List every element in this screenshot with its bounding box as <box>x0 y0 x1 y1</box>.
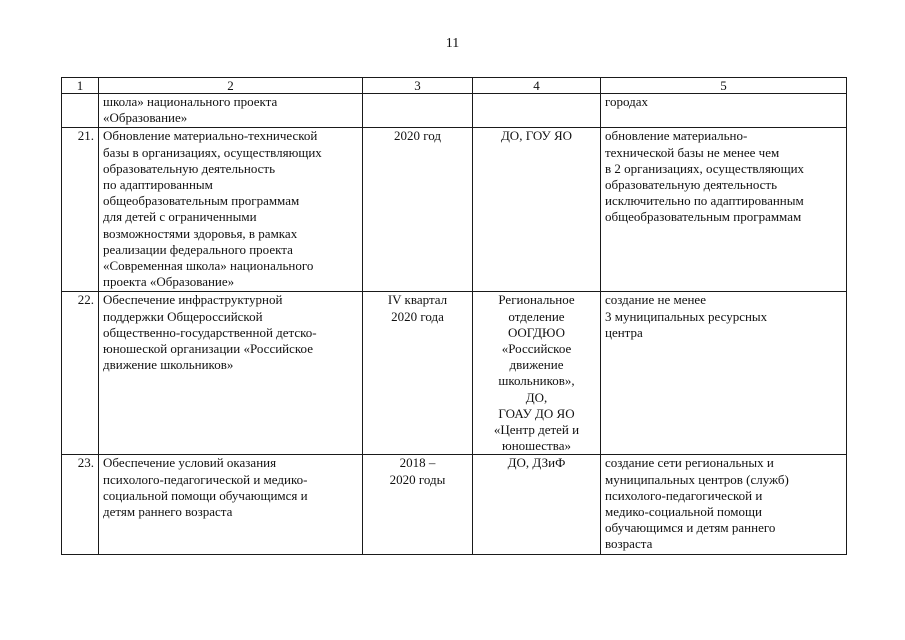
cell-line: 2018 – <box>399 455 436 471</box>
cell-line: образовательную деятельность <box>103 160 276 176</box>
task-cell <box>99 455 363 554</box>
cell-line: «Современная школа» национального <box>103 258 314 274</box>
cell-line: детям раннего возраста <box>103 504 233 520</box>
plan-table <box>61 77 847 555</box>
column-number-header: 4 <box>473 78 601 94</box>
cell-line: 2020 год <box>394 128 441 144</box>
cell-line: ГОАУ ДО ЯО <box>498 405 575 421</box>
row-number-cell: 22. <box>62 292 99 455</box>
cell-line: 2020 года <box>391 308 444 324</box>
cell-line: обучающимся и детям раннего <box>605 520 776 536</box>
result-cell <box>601 128 847 292</box>
row-number-cell <box>62 94 99 128</box>
term-cell <box>363 128 473 292</box>
row-number-cell: 23. <box>62 455 99 554</box>
cell-line: возможностями здоровья, в рамках <box>103 225 298 241</box>
cell-line: Обеспечение условий оказания <box>103 455 277 471</box>
cell-line: движение <box>509 357 564 373</box>
cell-line: 3 муниципальных ресурсных <box>605 308 768 324</box>
term-cell <box>363 94 473 128</box>
cell-line: отделение <box>508 308 565 324</box>
table-row <box>62 292 847 455</box>
row-number-cell: 21. <box>62 128 99 292</box>
column-number-header: 2 <box>99 78 363 94</box>
cell-line: школьников», <box>498 373 575 389</box>
executor-cell <box>473 94 601 128</box>
cell-line: для детей с ограниченными <box>103 209 257 225</box>
cell-line: базы в организациях, осуществляющих <box>103 144 322 160</box>
cell-line: реализации федерального проекта <box>103 241 293 257</box>
result-cell <box>601 455 847 554</box>
cell-line: общеобразовательным программам <box>605 209 802 225</box>
cell-line: по адаптированным <box>103 177 213 193</box>
table-row <box>62 128 847 292</box>
cell-line: социальной помощи обучающимся и <box>103 487 308 503</box>
task-cell <box>99 94 363 128</box>
result-cell <box>601 292 847 455</box>
table-row <box>62 94 847 128</box>
cell-line: «Российское <box>501 341 572 357</box>
cell-line: муниципальных центров (служб) <box>605 471 789 487</box>
cell-line: технической базы не менее чем <box>605 144 780 160</box>
cell-line: создание не менее <box>605 292 706 308</box>
cell-line: ООГДЮО <box>508 324 565 340</box>
cell-line: юношества» <box>502 438 571 454</box>
cell-line: создание сети региональных и <box>605 455 774 471</box>
cell-line: «Центр детей и <box>493 422 580 438</box>
cell-line: движение школьников» <box>103 357 234 373</box>
cell-line: психолого-педагогической и <box>605 487 763 503</box>
cell-line: ДО, ГОУ ЯО <box>500 128 573 144</box>
cell-line: общеобразовательным программам <box>103 193 300 209</box>
cell-line: поддержки Общероссийской <box>103 308 263 324</box>
executor-cell <box>473 128 601 292</box>
cell-line: юношеской организации «Российское <box>103 341 313 357</box>
cell-line: IV квартал <box>387 292 448 308</box>
cell-line: центра <box>605 324 643 340</box>
column-number-header: 3 <box>363 78 473 94</box>
column-number-header: 5 <box>601 78 847 94</box>
task-cell <box>99 128 363 292</box>
cell-line: Региональное <box>498 292 575 308</box>
cell-line: проекта «Образование» <box>103 274 235 290</box>
cell-line: Обновление материально-технической <box>103 128 318 144</box>
cell-line: школа» национального проекта <box>103 94 278 109</box>
column-number-row <box>62 78 847 94</box>
cell-line: ДО, <box>525 389 548 405</box>
executor-cell <box>473 455 601 554</box>
cell-line: Обеспечение инфраструктурной <box>103 292 283 308</box>
cell-line: психолого-педагогической и медико- <box>103 471 308 487</box>
table-row <box>62 455 847 554</box>
cell-line: исключительно по адаптированным <box>605 193 804 209</box>
cell-line: в 2 организациях, осуществляющих <box>605 160 805 176</box>
executor-cell <box>473 292 601 455</box>
page-number: 11 <box>445 36 460 51</box>
cell-line: обновление материально- <box>605 128 748 144</box>
cell-line: общественно-государственной детско- <box>103 324 317 340</box>
cell-line: медико-социальной помощи <box>605 504 762 520</box>
term-cell <box>363 455 473 554</box>
task-cell <box>99 292 363 455</box>
result-cell <box>601 94 847 128</box>
cell-line: возраста <box>605 536 653 552</box>
cell-line: 2020 годы <box>389 471 446 487</box>
cell-line: «Образование» <box>103 110 188 126</box>
cell-line: ДО, ДЗиФ <box>507 455 566 471</box>
term-cell <box>363 292 473 455</box>
cell-line: городах <box>605 94 649 109</box>
column-number-header: 1 <box>62 78 99 94</box>
cell-line: образовательную деятельность <box>605 177 778 193</box>
